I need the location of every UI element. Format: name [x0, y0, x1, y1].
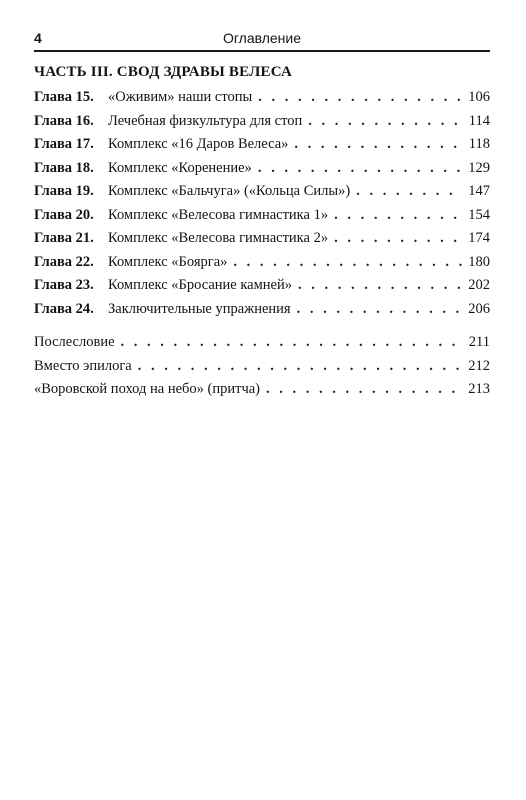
page-ref: 154: [468, 206, 490, 223]
dot-leader: [138, 358, 463, 375]
chapter-label: Глава 18.: [34, 159, 94, 176]
section-gap: [34, 324, 490, 334]
dot-leader: [258, 89, 462, 106]
table-of-contents: [34, 89, 490, 405]
chapter-title: Комплекс «Бальчуга» («Кольца Силы»): [108, 183, 351, 199]
chapter-title: Комплекс «Бросание камней»: [108, 277, 292, 293]
page-ref: 106: [468, 89, 490, 105]
toc-entry-chapter-17[interactable]: [34, 136, 490, 160]
chapter-title: «Оживим» наши стопы: [108, 89, 253, 105]
page-ref: 129: [468, 159, 490, 176]
toc-entry-chapter-20[interactable]: [34, 207, 490, 231]
dot-leader: [121, 334, 463, 351]
dot-leader: [266, 381, 462, 398]
dot-leader: [297, 301, 463, 318]
page-ref: 174: [468, 230, 490, 246]
dot-leader: [258, 160, 462, 177]
toc-entry-chapter-15[interactable]: [34, 89, 490, 113]
toc-entry-chapter-23[interactable]: [34, 277, 490, 301]
chapter-label: Глава 21.: [34, 230, 94, 246]
toc-entry-chapter-18[interactable]: [34, 160, 490, 184]
dot-leader: [356, 183, 462, 200]
page-ref: 202: [468, 277, 490, 293]
dot-leader: [308, 113, 463, 130]
toc-entry-afterword[interactable]: [34, 334, 490, 358]
chapter-title: Комплекс «Боярга»: [108, 253, 228, 270]
chapter-label: Глава 17.: [34, 136, 94, 152]
toc-entry-chapter-19[interactable]: [34, 183, 490, 207]
page-ref: 212: [468, 357, 490, 374]
page-ref: 211: [468, 334, 490, 350]
dot-leader: [334, 207, 462, 224]
page-ref: 180: [468, 253, 490, 270]
chapter-title: Лечебная физкультура для стоп: [108, 112, 303, 129]
page-ref: 147: [468, 183, 490, 199]
page-ref: 114: [468, 112, 490, 129]
entry-title: Вместо эпилога: [34, 357, 132, 374]
page-header: [34, 30, 490, 50]
chapter-label: Глава 24.: [34, 300, 94, 317]
chapter-label: Глава 19.: [34, 183, 94, 199]
page-number: 4: [34, 30, 42, 46]
page-ref: 206: [468, 300, 490, 317]
page-ref: 118: [468, 136, 490, 152]
chapter-label: Глава 23.: [34, 277, 94, 293]
chapter-label: Глава 16.: [34, 112, 94, 129]
toc-entry-parable[interactable]: [34, 381, 490, 405]
entry-title: Послесловие: [34, 334, 115, 350]
chapter-label: Глава 22.: [34, 253, 94, 270]
header-rule: [34, 50, 490, 52]
toc-entry-chapter-24[interactable]: [34, 301, 490, 325]
page-ref: 213: [468, 381, 490, 397]
entry-title: «Воровской поход на небо» (притча): [34, 381, 261, 397]
part-title: ЧАСТЬ III. СВОД ЗДРАВЫ ВЕЛЕСА: [34, 64, 293, 80]
chapter-title: Комплекс «Велесова гимнастика 1»: [108, 206, 329, 223]
chapter-title: Комплекс «Коренение»: [108, 159, 252, 176]
chapter-label: Глава 15.: [34, 89, 94, 105]
running-title: Оглавление: [222, 30, 302, 46]
chapter-label: Глава 20.: [34, 206, 94, 223]
chapter-title: Комплекс «16 Даров Велеса»: [108, 136, 289, 152]
chapter-title: Заключительные упражнения: [108, 300, 291, 317]
chapter-title: Комплекс «Велесова гимнастика 2»: [108, 230, 329, 246]
toc-entry-instead-of-epilogue[interactable]: [34, 358, 490, 382]
toc-entry-chapter-22[interactable]: [34, 254, 490, 278]
toc-entry-chapter-16[interactable]: [34, 113, 490, 137]
dot-leader: [294, 136, 462, 153]
dot-leader: [233, 254, 462, 271]
dot-leader: [298, 277, 462, 294]
toc-entry-chapter-21[interactable]: [34, 230, 490, 254]
dot-leader: [334, 230, 462, 247]
